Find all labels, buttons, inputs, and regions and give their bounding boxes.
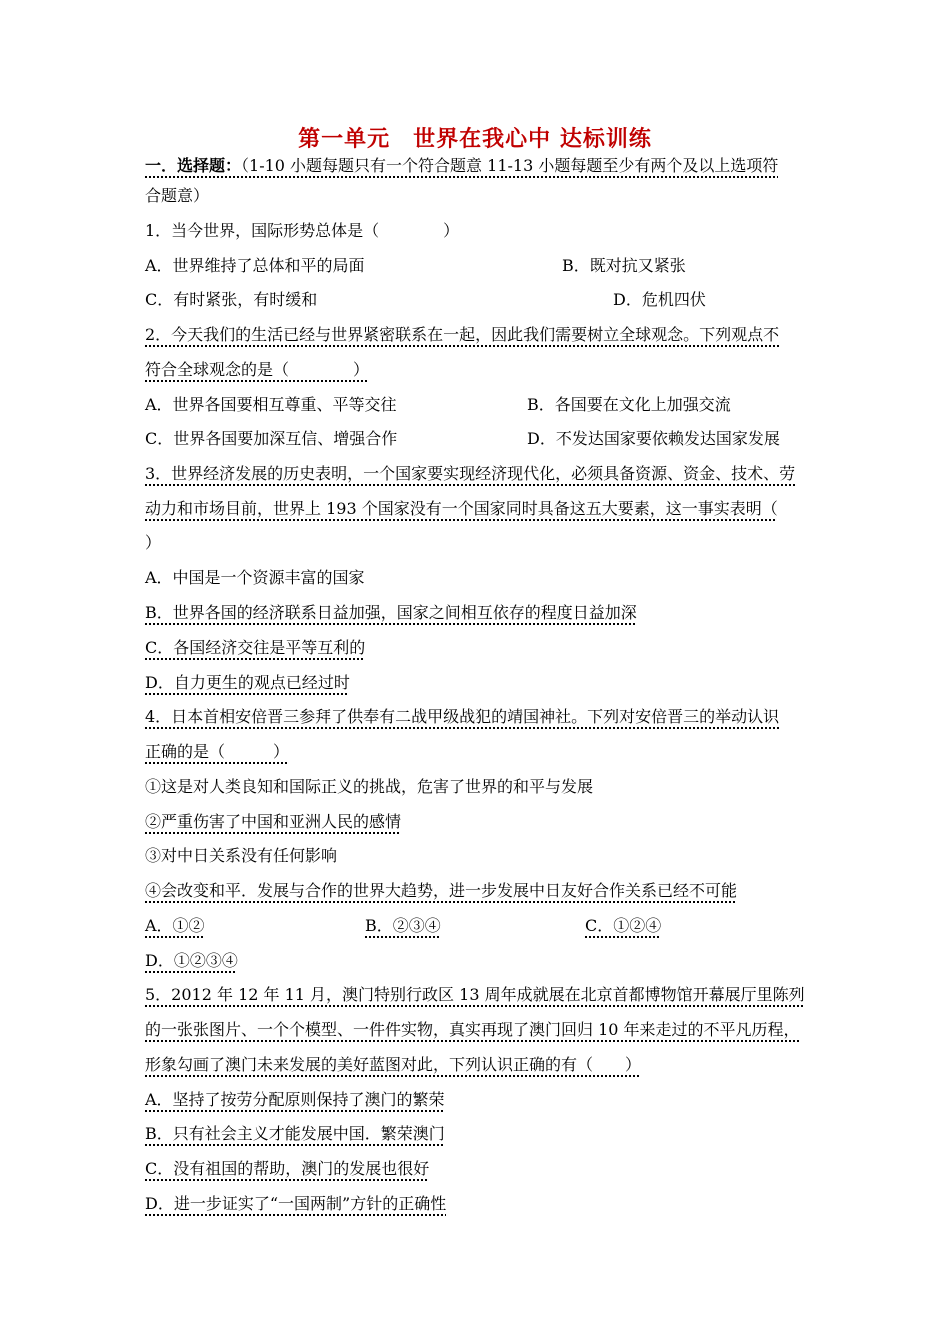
q2-option-c: C．世界各国要加深互信、增强合作 bbox=[145, 429, 398, 448]
q1-option-c: C．有时紧张，有时缓和 bbox=[145, 290, 318, 309]
q5-stem-3: 形象勾画了澳门未来发展的美好蓝图对此，下列认识正确的有（ ） bbox=[145, 1055, 642, 1074]
q5-option-d: D．进一步证实了“一国两制”方针的正确性 bbox=[145, 1194, 447, 1213]
q4-item-3: ③对中日关系没有任何影响 bbox=[145, 846, 338, 865]
q4-stem-2: 正确的是（ ） bbox=[145, 742, 290, 761]
q2-option-b: B．各国要在文化上加强交流 bbox=[527, 395, 731, 414]
q5-option-b: B．只有社会主义才能发展中国．繁荣澳门 bbox=[145, 1124, 445, 1143]
q3-stem-3: ） bbox=[145, 533, 162, 552]
q4-option-d: D．①②③④ bbox=[145, 951, 238, 970]
page-title: 第一单元 世界在我心中 达标训练 bbox=[298, 127, 652, 152]
section-label: 一．选择题： bbox=[145, 156, 242, 175]
q3-option-a: A．中国是一个资源丰富的国家 bbox=[145, 568, 365, 587]
q5-option-a: A．坚持了按劳分配原则保持了澳门的繁荣 bbox=[145, 1090, 445, 1109]
q3-stem-2: 动力和市场目前，世界上 193 个国家没有一个国家同时具备这五大要素，这一事实表明（ bbox=[145, 499, 778, 518]
q1-stem: 1．当今世界，国际形势总体是（ ） bbox=[145, 221, 460, 240]
q4-item-4: ④会改变和平．发展与合作的世界大趋势，进一步发展中日友好合作关系已经不可能 bbox=[145, 881, 738, 900]
intro-text-1: （1-10 小题每题只有一个符合题意 11-13 小题每题至少有两个及以上选项符 bbox=[241, 156, 779, 175]
q2-option-a: A．世界各国要相互尊重、平等交往 bbox=[145, 395, 397, 414]
q4-option-b: B．②③④ bbox=[365, 916, 441, 935]
q3-option-c: C．各国经济交往是平等互利的 bbox=[145, 638, 366, 657]
q4-option-c: C．①②④ bbox=[585, 916, 662, 935]
q4-item-1: ①这是对人类良知和国际正义的挑战，危害了世界的和平与发展 bbox=[145, 777, 594, 796]
intro-line-1 bbox=[145, 156, 778, 176]
q1-option-d: D．危机四伏 bbox=[613, 290, 706, 309]
q4-option-a: A．①② bbox=[145, 916, 205, 935]
q4-item-2: ②严重伤害了中国和亚洲人民的感情 bbox=[145, 812, 402, 831]
q2-option-d: D．不发达国家要依赖发达国家发展 bbox=[527, 429, 780, 448]
q5-option-c: C．没有祖国的帮助，澳门的发展也很好 bbox=[145, 1159, 430, 1178]
q3-stem-1: 3．世界经济发展的历史表明，一个国家要实现经济现代化，必须具备资源、资金、技术、劳 bbox=[145, 464, 796, 483]
q2-stem-2: 符合全球观念的是（ ） bbox=[145, 360, 370, 379]
q2-stem-1: 2．今天我们的生活已经与世界紧密联系在一起，因此我们需要树立全球观念。下列观点不 bbox=[145, 325, 780, 344]
q4-stem-1: 4．日本首相安倍晋三参拜了供奉有二战甲级战犯的靖国神社。下列对安倍晋三的举动认识 bbox=[145, 707, 780, 726]
q1-option-a: A．世界维持了总体和平的局面 bbox=[145, 256, 365, 275]
intro-text-2: 合题意） bbox=[145, 186, 210, 205]
q5-stem-2: 的一张张图片、一个个模型、一件件实物，真实再现了澳门回归 10 年来走过的不平凡历程， bbox=[145, 1020, 800, 1039]
q5-stem-1: 5．2012 年 12 年 11 月，澳门特别行政区 13 周年成就展在北京首都博物馆开幕展厅里陈列 bbox=[145, 985, 805, 1004]
q3-option-d: D．自力更生的观点已经过时 bbox=[145, 673, 350, 692]
q3-option-b: B．世界各国的经济联系日益加强，国家之间相互依存的程度日益加深 bbox=[145, 603, 637, 622]
q1-option-b: B．既对抗又紧张 bbox=[562, 256, 686, 275]
